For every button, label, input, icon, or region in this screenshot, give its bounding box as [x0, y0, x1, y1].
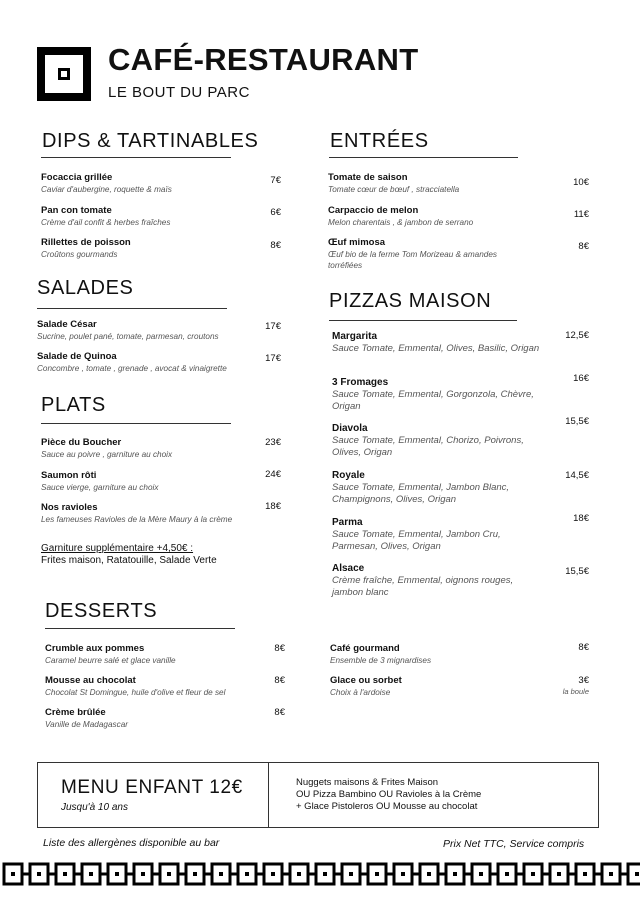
item-name: Parma	[332, 517, 363, 528]
item-name: Royale	[332, 470, 365, 481]
pizza-item	[332, 377, 542, 413]
item-desc: Sauce Tomate, Emmental, Jambon Cru, Parmesan, Olives, Origan	[332, 529, 501, 552]
border-motif-dot	[219, 872, 223, 876]
decorative-border	[0, 858, 640, 892]
item-name: Focaccia grillée	[41, 172, 113, 183]
garniture-list: Frites maison, Ratatouille, Salade Verte	[41, 555, 217, 566]
border-motif-dot	[479, 872, 483, 876]
menu-item	[45, 675, 225, 698]
item-desc: Crème fraîche, Emmental, oignons rouges, jambon blanc	[332, 575, 514, 598]
item-name: Œuf mimosa	[328, 237, 386, 248]
item-price: 17€	[265, 321, 281, 332]
menu-item	[41, 205, 170, 228]
section-rule	[45, 628, 235, 629]
item-price: 7€	[270, 175, 281, 186]
menu-item	[328, 237, 528, 271]
menu-item	[41, 437, 172, 460]
item-name: Glace ou sorbet	[330, 675, 402, 686]
item-name: Crumble aux pommes	[45, 643, 145, 654]
item-price: 18€	[265, 501, 281, 512]
item-price: 14,5€	[565, 470, 589, 481]
menu-item	[41, 470, 158, 493]
menu-item	[37, 319, 219, 342]
section-title-plats: PLATS	[41, 394, 106, 416]
item-desc: Sauce Tomate, Emmental, Jambon Blanc, Champignons, Olives, Origan	[332, 482, 510, 505]
garniture-label: Garniture supplémentaire +4,50€ :	[41, 543, 194, 554]
menu-item	[41, 237, 131, 260]
border-motif-dot	[635, 872, 639, 876]
item-price: 24€	[265, 469, 281, 480]
item-name: Alsace	[332, 563, 365, 574]
menu-enfant-line: OU Pizza Bambino OU Ravioles à la Crème	[296, 789, 482, 800]
item-name: Pièce du Boucher	[41, 437, 122, 448]
border-motif-dot	[323, 872, 327, 876]
menu-enfant-age: Jusqu'à 10 ans	[61, 802, 128, 813]
border-motif-dot	[63, 872, 67, 876]
logo	[37, 47, 91, 101]
item-price: 17€	[265, 353, 281, 364]
menu-enfant-line: + Glace Pistoleros OU Mousse au chocolat	[296, 801, 478, 812]
item-name: Crème brûlée	[45, 707, 106, 718]
restaurant-title: CAFÉ-RESTAURANT	[108, 42, 419, 77]
item-desc: Caviar d'aubergine, roquette & maïs	[41, 185, 172, 194]
section-title-dips: DIPS & TARTINABLES	[42, 130, 259, 152]
item-price: 8€	[274, 675, 285, 686]
item-name: Rillettes de poisson	[41, 237, 131, 248]
footer-prices: Prix Net TTC, Service compris	[443, 838, 585, 850]
item-price: 15,5€	[565, 566, 589, 577]
item-name: Margarita	[332, 331, 378, 342]
border-motif-dot	[167, 872, 171, 876]
border-motif-dot	[427, 872, 431, 876]
item-name: Diavola	[332, 423, 368, 434]
border-motif-dot	[583, 872, 587, 876]
pizza-item	[332, 517, 542, 553]
item-name: Mousse au chocolat	[45, 675, 136, 686]
border-motif-dot	[349, 872, 353, 876]
border-motif-dot	[193, 872, 197, 876]
price-note: la boule	[562, 687, 589, 696]
item-desc: Caramel beurre salé et glace vanille	[45, 656, 176, 665]
item-price: 8€	[274, 707, 285, 718]
border-motif-dot	[401, 872, 405, 876]
item-price: 10€	[573, 177, 589, 188]
item-price: 12,5€	[565, 330, 589, 341]
footer-allergens: Liste des allergènes disponible au bar	[43, 837, 220, 849]
section-title-desserts: DESSERTS	[45, 600, 158, 622]
item-desc: Sauce vierge, garniture au choix	[41, 483, 159, 492]
section-rule	[37, 308, 227, 309]
menu-item	[328, 172, 528, 195]
item-desc: Vanille de Madagascar	[45, 720, 128, 729]
pizza-item	[332, 331, 542, 355]
menu-enfant-box	[37, 762, 599, 828]
border-motif-dot	[453, 872, 457, 876]
item-price: 6€	[270, 207, 281, 218]
border-motif-dot	[271, 872, 275, 876]
item-price: 23€	[265, 437, 281, 448]
section-title-salades: SALADES	[37, 277, 134, 299]
item-name: Café gourmand	[330, 643, 400, 654]
border-motif-dot	[505, 872, 509, 876]
item-desc: Concombre , tomate , grenade , avocat & vinaigrette	[37, 364, 227, 373]
item-desc: Chocolat St Domingue, huile d'olive et fleur de sel	[45, 688, 226, 697]
item-desc: Œuf bio de la ferme Tom Morizeau & amandes torréfiées	[328, 250, 497, 270]
border-motif-dot	[141, 872, 145, 876]
item-price: 11€	[573, 209, 589, 220]
garniture-block	[41, 543, 217, 567]
item-price: 3€	[578, 675, 589, 686]
item-name: Carpaccio de melon	[328, 205, 419, 216]
item-desc: Tomate cœur de bœuf , stracciatella	[328, 185, 460, 194]
section-rule	[329, 157, 518, 158]
menu-item	[328, 205, 528, 228]
menu-item	[330, 643, 431, 666]
border-motif-dot	[89, 872, 93, 876]
logo-dot	[58, 68, 70, 80]
border-motif-dot	[245, 872, 249, 876]
menu-item	[45, 707, 128, 730]
menu-item	[41, 502, 232, 525]
section-rule	[41, 157, 231, 158]
item-price: 8€	[270, 240, 281, 251]
menu-enfant-title: MENU ENFANT 12€	[61, 777, 243, 798]
item-price: 16€	[573, 373, 589, 384]
section-title-entrees: ENTRÉES	[330, 130, 429, 152]
item-desc: Croûtons gourmands	[41, 250, 118, 259]
menu-item	[41, 172, 172, 195]
menu-enfant-divider	[268, 763, 269, 827]
item-desc: Sauce Tomate, Emmental, Olives, Basilic, Origan	[332, 343, 540, 354]
item-desc: Sauce au poivre , garniture au choix	[41, 450, 173, 459]
item-desc: Choix à l'ardoise	[330, 688, 391, 697]
item-name: Nos ravioles	[41, 502, 98, 513]
item-desc: Crème d'ail confit & herbes fraîches	[41, 218, 171, 227]
restaurant-subtitle: LE BOUT DU PARC	[108, 84, 250, 101]
item-name: Tomate de saison	[328, 172, 408, 183]
menu-item	[45, 643, 176, 666]
item-name: Salade de Quinoa	[37, 351, 117, 362]
item-name: Pan con tomate	[41, 205, 112, 216]
border-motif-dot	[115, 872, 119, 876]
section-title-pizzas: PIZZAS MAISON	[329, 290, 492, 312]
item-desc: Sauce Tomate, Emmental, Chorizo, Poivrons, Olives, Origan	[332, 435, 524, 458]
menu-enfant-list	[296, 777, 481, 813]
item-desc: Melon charentais , & jambon de serrano	[328, 218, 474, 227]
pizza-item	[332, 563, 542, 599]
item-desc: Ensemble de 3 mignardises	[330, 656, 432, 665]
pizza-item	[332, 423, 542, 459]
menu-item	[37, 351, 227, 374]
border-motif-dot	[37, 872, 41, 876]
border-motif-dot	[609, 872, 613, 876]
border-motif-dot	[297, 872, 301, 876]
menu-item	[330, 675, 402, 698]
section-rule	[329, 320, 517, 321]
item-desc: Sucrine, poulet pané, tomate, parmesan, croutons	[37, 332, 219, 341]
item-price: 15,5€	[565, 416, 589, 427]
item-name: 3 Fromages	[332, 377, 389, 388]
item-name: Saumon rôti	[41, 470, 97, 481]
item-price: 8€	[578, 642, 589, 653]
item-name: Salade César	[37, 319, 97, 330]
item-desc: Les fameuses Ravioles de la Mère Maury à la crème	[41, 515, 233, 524]
border-motif-dot	[11, 872, 15, 876]
item-desc: Sauce Tomate, Emmental, Gorgonzola, Chèvre, Origan	[332, 389, 534, 412]
menu-enfant-line: Nuggets maisons & Frites Maison	[296, 777, 439, 788]
pizza-item	[332, 470, 542, 506]
item-price: 8€	[578, 241, 589, 252]
border-motif-dot	[375, 872, 379, 876]
border-motif-dot	[557, 872, 561, 876]
border-motif-dot	[531, 872, 535, 876]
item-price: 18€	[573, 513, 589, 524]
item-price: 8€	[274, 643, 285, 654]
section-rule	[41, 423, 231, 424]
